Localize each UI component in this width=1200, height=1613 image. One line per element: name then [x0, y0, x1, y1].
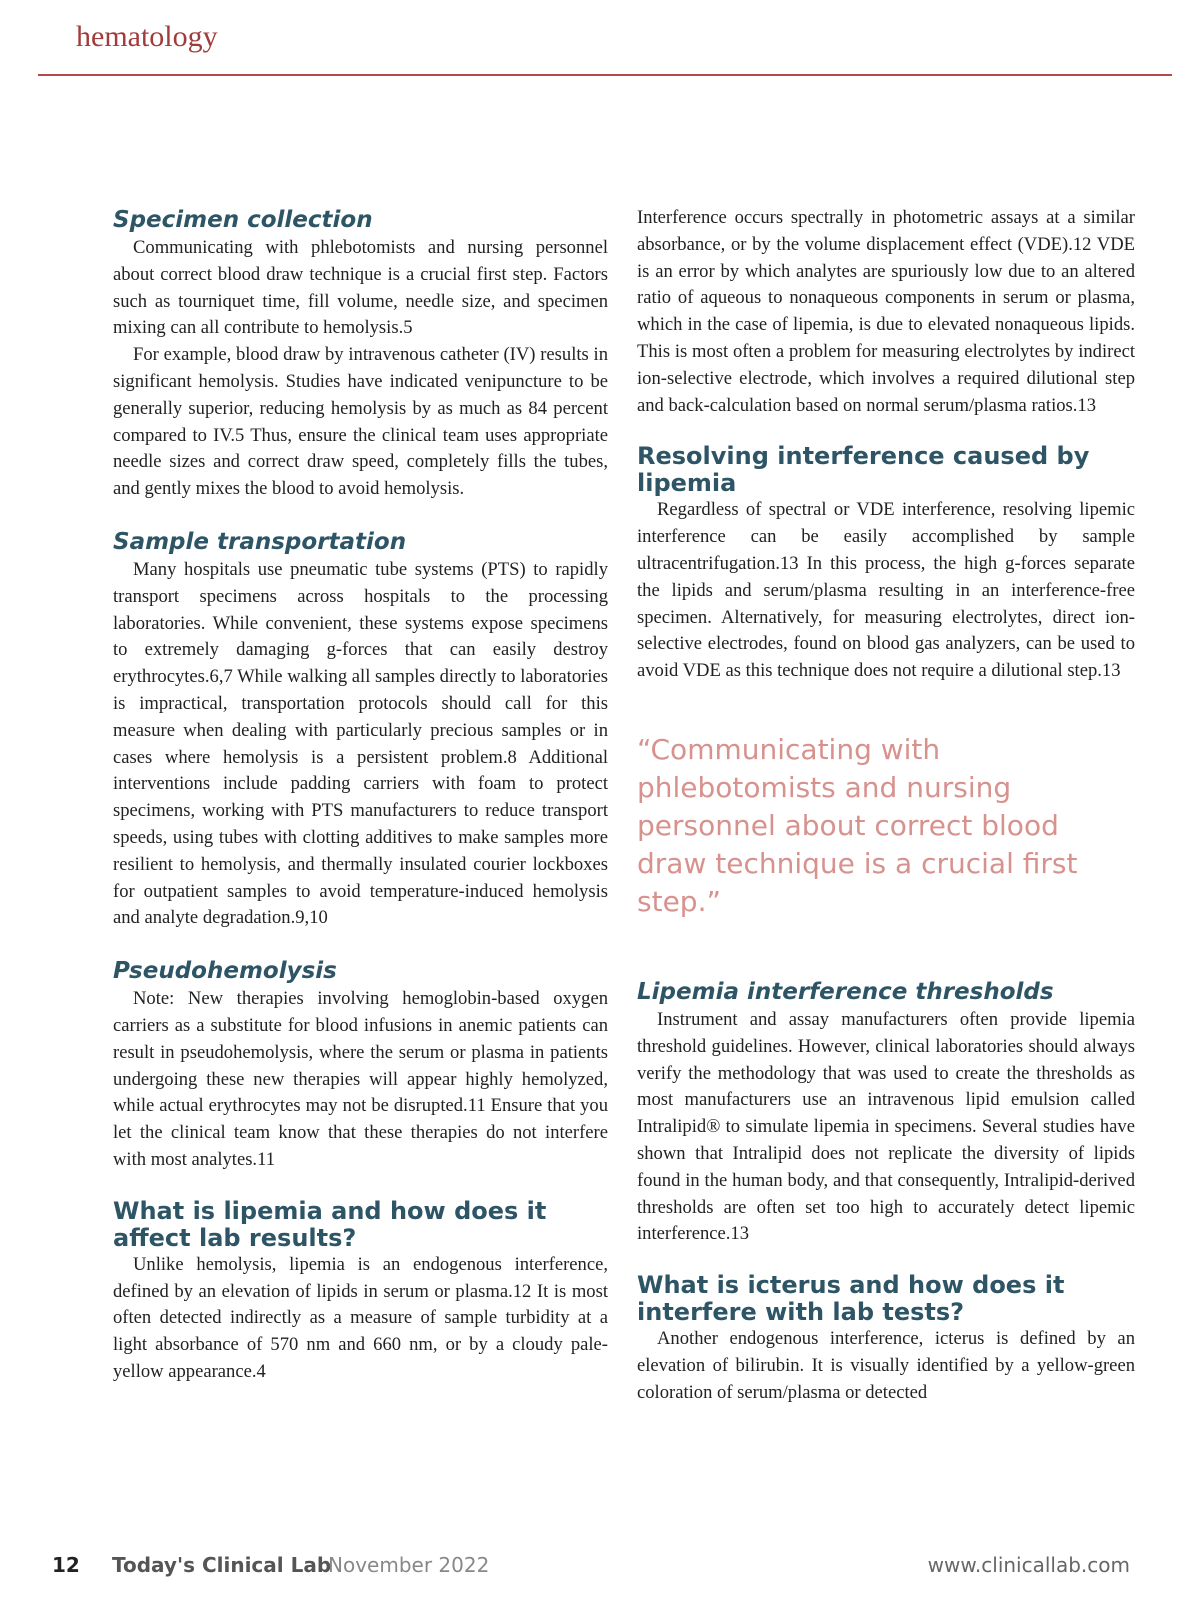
paragraph: Interference occurs spectrally in photometric assays at a similar absorbance, or by the volume displacement effect (VDE).12 VDE is an error by which analytes are spuriously low due to an altered ratio of aqueous to nonaqueous components in serum or plasma, which in the case of lipemia, is due to elevated nonaqueous lipids. This is most often a problem for measuring electrolytes by indirect ion-selective electrode, which involves a required dilutional step and back-calculation based on normal serum/plasma ratios.13 — [637, 207, 1135, 416]
pull-quote: “Communicating with phlebotomists and nursing personnel about correct blood draw technique is a crucial first step.” — [637, 732, 1078, 918]
paragraph: Instrument and assay manufacturers often provide lipemia threshold guidelines. However, clinical laboratories should always verify the methodology that was used to create the thresholds as most manufacturers use an intravenous lipid emulsion called Intralipid® to simulate lipemia in specimens. Several studies have shown that Intralipid does not replicate the diversity of lipids found in the human body, and that consequently, Intralipid-derived thresholds are often set too high to accurately detect lipemic interference.13 — [637, 1008, 1135, 1245]
heading-specimen-collection: Specimen collection — [113, 207, 373, 233]
paragraph: Regardless of spectral or VDE interference, resolving lipemic interference can be easily accomplished by sample ultracentrifugation.13 In this process, the high g-forces separate the lipids and serum/plasma resulting in an interference-free specimen. Alternatively, for measuring electrolytes, direct ion-selective electrodes, found on blood gas analyzers, can be used to avoid VDE as this technique does not require a dilutional step.13 — [637, 499, 1135, 682]
heading-lipemia-thresholds: Lipemia interference thresholds — [637, 978, 1054, 1005]
heading-pseudohemolysis: Pseudohemolysis — [113, 958, 337, 985]
heading-sample-transportation: Sample transportation — [113, 528, 407, 555]
page-footer — [52, 1553, 1130, 1583]
heading-icterus: What is icterus and how does it interfere with lab tests? — [637, 1271, 1065, 1327]
header-rule — [38, 74, 1172, 76]
paragraph: Communicating with phlebotomists and nursing personnel about correct blood draw technique is a crucial first step. Factors such as tourniquet time, fill volume, needle size, and specimen mixing can all contribute to hemolysis.5 — [113, 237, 608, 339]
paragraph: Many hospitals use pneumatic tube systems (PTS) to rapidly transport specimens across hospitals to the processing laboratories. While convenient, these systems expose specimens to extremely damaging g-forces that can easily destroy erythrocytes.6,7 While walking all samples directly to laboratories is impractical, transportation protocols should call for this measure when dealing with particularly precious samples or in cases where hemolysis is a persistent problem.8 Additional interventions include padding carriers with foam to protect specimens, working with PTS manufacturers to reduce transport speeds, using tubes with clotting additives to make samples more resilient to hemolysis, and thermally insulated courier lockboxes for outpatient samples to avoid temperature-induced hemolysis and analyte degradation.9,10 — [113, 558, 608, 929]
right-column — [637, 205, 1135, 1407]
website-link[interactable]: www.clinicallab.com — [927, 1553, 1130, 1577]
paragraph: Note: New therapies involving hemoglobin-based oxygen carriers as a substitute for blood infusions in anemic patients can result in pseudohemolysis, where the serum or plasma in patients undergoing these new therapies will appear highly hemolyzed, while actual erythrocytes may not be disrupted.11 Ensure that you let the clinical team know that these therapies do not interfere with most analytes.11 — [113, 988, 608, 1170]
heading-lipemia: What is lipemia and how does it affect lab results? — [113, 1196, 547, 1252]
page-number: 12 — [52, 1553, 80, 1577]
paragraph: Unlike hemolysis, lipemia is an endogenous interference, defined by an elevation of lipids in serum or plasma.12 It is most often detected indirectly as a measure of sample turbidity at a light absorbance of 570 nm and 660 nm, or by a cloudy pale-yellow appearance.4 — [113, 1253, 608, 1382]
paragraph: For example, blood draw by intravenous catheter (IV) results in significant hemolysis. Studies have indicated venipuncture to be generally superior, reducing hemolysis by as much as 84 percent compared to IV.5 Thus, ensure the clinical team uses appropriate needle sizes and correct draw speed, completely fills the tubes, and gently mixes the blood to avoid hemolysis. — [113, 344, 608, 500]
paragraph: Another endogenous interference, icterus is defined by an elevation of bilirubin. It is visually identified by a yellow-green coloration of serum/plasma or detected — [637, 1328, 1135, 1403]
left-column — [113, 205, 608, 1386]
heading-resolving-interference: Resolving interference caused by lipemia — [637, 442, 1090, 498]
issue-date: November 2022 — [328, 1553, 490, 1577]
section-tag: hematology — [76, 20, 218, 53]
publication-name: Today's Clinical Lab — [112, 1553, 332, 1577]
